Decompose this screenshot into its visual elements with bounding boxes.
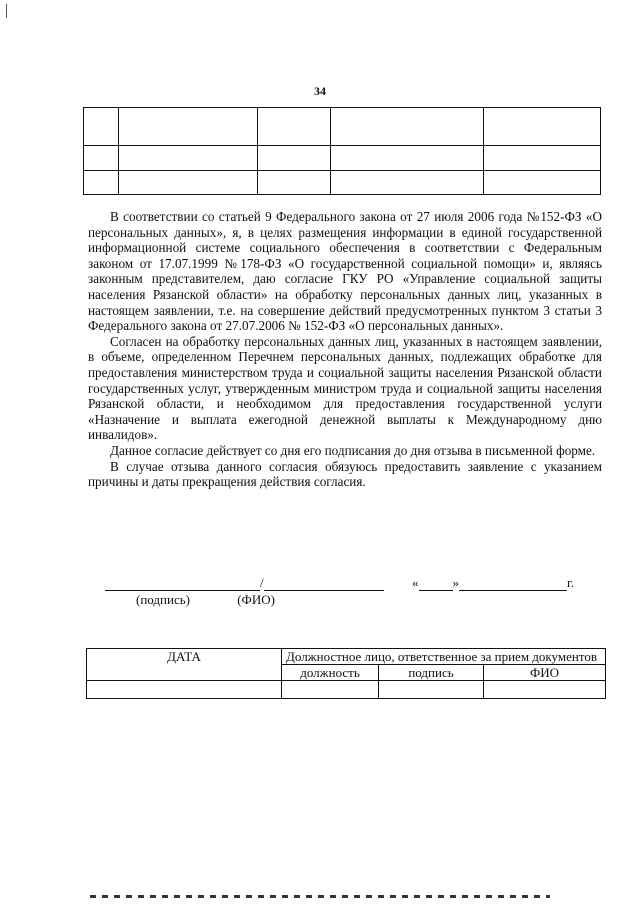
month-year-blank [459, 576, 567, 591]
reception-table [86, 648, 606, 699]
date-close-quote: » [452, 575, 459, 590]
paragraph-consent-revocation: В случае отзыва данного согласия обязуюсь предоставить заявление с указанием причины и даты прекращения действия согласия. [88, 458, 602, 490]
name-header: ФИО [484, 665, 606, 681]
table-row [87, 681, 606, 699]
signature-line [105, 575, 384, 591]
position-header: должность [282, 665, 379, 681]
table-cell [258, 171, 331, 195]
table-cell [331, 171, 484, 195]
name-blank [264, 576, 384, 591]
table-cell [484, 108, 601, 146]
table-cell [331, 108, 484, 146]
table-cell [331, 146, 484, 171]
paragraph-consent-validity: Данное согласие действует со дня его подписания до дня отзыва в письменной форме. [110, 442, 596, 458]
table-cell [484, 171, 601, 195]
year-suffix: г. [567, 575, 575, 590]
table-row [84, 108, 601, 146]
signature-label: (подпись) [136, 592, 190, 607]
table-cell [379, 681, 484, 699]
table-cell [282, 681, 379, 699]
paragraph-consent-basis: В соответствии со статьей 9 Федерального закона от 27 июля 2006 года №152-ФЗ «О персональных данных», я, в целях размещения информации в единой государственной информационной системе социального обеспечения в соответствии с Федеральным законом от 17.07.1999 №178-ФЗ «О государственной социальной помощи» и, являясь законным представителем, даю согласие ГКУ РО «Управление социальной защиты населения Рязанской области» на обработку персональных данных лиц, указанных в настоящем заявлении, т.е. на совершение действий предусмотренных пунктом 3 статьи 3 Федерального закона от 27.07.2006 № 152-ФЗ «О персональных данных». [88, 209, 602, 334]
name-label: (ФИО) [237, 592, 275, 607]
table-cell [119, 108, 258, 146]
table-cell [258, 146, 331, 171]
signature-blank [105, 576, 260, 591]
table-row [87, 649, 606, 665]
signature-separator: / [260, 575, 264, 590]
table-cell [258, 108, 331, 146]
table-cell [484, 146, 601, 171]
page-number: 34 [314, 84, 326, 98]
scan-edge [90, 895, 550, 898]
empty-table [83, 107, 601, 195]
table-cell [484, 681, 606, 699]
official-header: Должностное лицо, ответственное за прием документов [282, 649, 606, 665]
table-cell [87, 681, 282, 699]
date-header: ДАТА [87, 649, 282, 681]
day-blank [419, 576, 453, 591]
signature-labels [136, 592, 275, 608]
scan-mark [6, 4, 7, 18]
table-cell [119, 171, 258, 195]
table-cell [84, 146, 119, 171]
table-row [84, 171, 601, 195]
date-open-quote: « [412, 575, 419, 590]
table-cell [84, 171, 119, 195]
signature-header: подпись [379, 665, 484, 681]
paragraph-consent-scope: Согласен на обработку персональных данных лиц, указанных в настоящем заявлении, в объеме, определенном Перечнем персональных данных, подлежащих обработке для предоставления министерством труда и социальной защиты населения Рязанской области государственных услуг, утвержденным министром труда и социальной защиты населения Рязанской области, и необходимом для предоставления государственной услуги «Назначение и выплата ежегодной денежной выплаты к Международному дню инвалидов». [88, 333, 602, 443]
consent-text [88, 209, 602, 490]
table-cell [84, 108, 119, 146]
table-row [84, 146, 601, 171]
table-cell [119, 146, 258, 171]
date-line [412, 575, 574, 591]
